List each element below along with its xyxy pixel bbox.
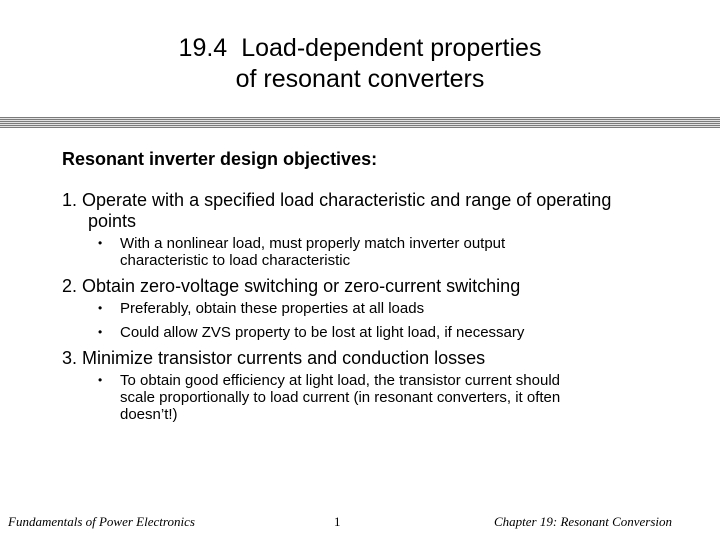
bullet-line: Could allow ZVS property to be lost at light load, if necessary — [120, 324, 525, 341]
footer-chapter: Chapter 19: Resonant Conversion — [494, 514, 673, 529]
objective-text: 2. Obtain zero-voltage switching or zero-current switching — [62, 276, 521, 296]
bullet-icon: • — [98, 325, 103, 339]
bullet-icon: • — [98, 373, 103, 387]
title-divider — [0, 117, 720, 128]
section-heading: Resonant inverter design objectives: — [62, 149, 378, 169]
bullet-line: With a nonlinear load, must properly match inverter output — [120, 235, 506, 252]
footer-book-title: Fundamentals of Power Electronics — [8, 514, 195, 529]
bullet-line: To obtain good efficiency at light load, the transistor current should — [120, 372, 560, 389]
bullet-icon: • — [98, 301, 103, 315]
footer-page-number: 1 — [334, 514, 341, 529]
slide-title — [0, 33, 720, 95]
bullet-line: scale proportionally to load current (in resonant converters, it often — [120, 389, 561, 406]
sub-bullet-list — [98, 235, 702, 269]
title-line-2: of resonant converters — [235, 65, 485, 93]
sub-bullet — [98, 300, 702, 317]
bullet-line: characteristic to load characteristic — [120, 252, 351, 269]
objective-1 — [62, 190, 702, 269]
objective-line: 1. Operate with a specified load characteristic and range of operating — [62, 190, 612, 210]
bullet-icon: • — [98, 236, 103, 250]
sub-bullet — [98, 372, 702, 423]
bullet-line: doesn’t!) — [120, 406, 178, 423]
objective-text — [62, 190, 702, 232]
title-line-1 — [0, 33, 720, 64]
sub-bullet-list — [98, 372, 702, 423]
section-number: 19.4 — [178, 34, 228, 62]
objective-2 — [62, 276, 702, 341]
objective-line: points — [88, 211, 137, 231]
sub-bullet — [98, 235, 702, 269]
bullet-line: Preferably, obtain these properties at all loads — [120, 300, 425, 317]
sub-bullet-list — [98, 300, 702, 341]
sub-bullet — [98, 324, 702, 341]
objective-text: 3. Minimize transistor currents and conduction losses — [62, 348, 486, 368]
objective-3 — [62, 348, 702, 423]
slide-body — [62, 148, 702, 430]
title-text-1: Load-dependent properties — [241, 34, 542, 62]
